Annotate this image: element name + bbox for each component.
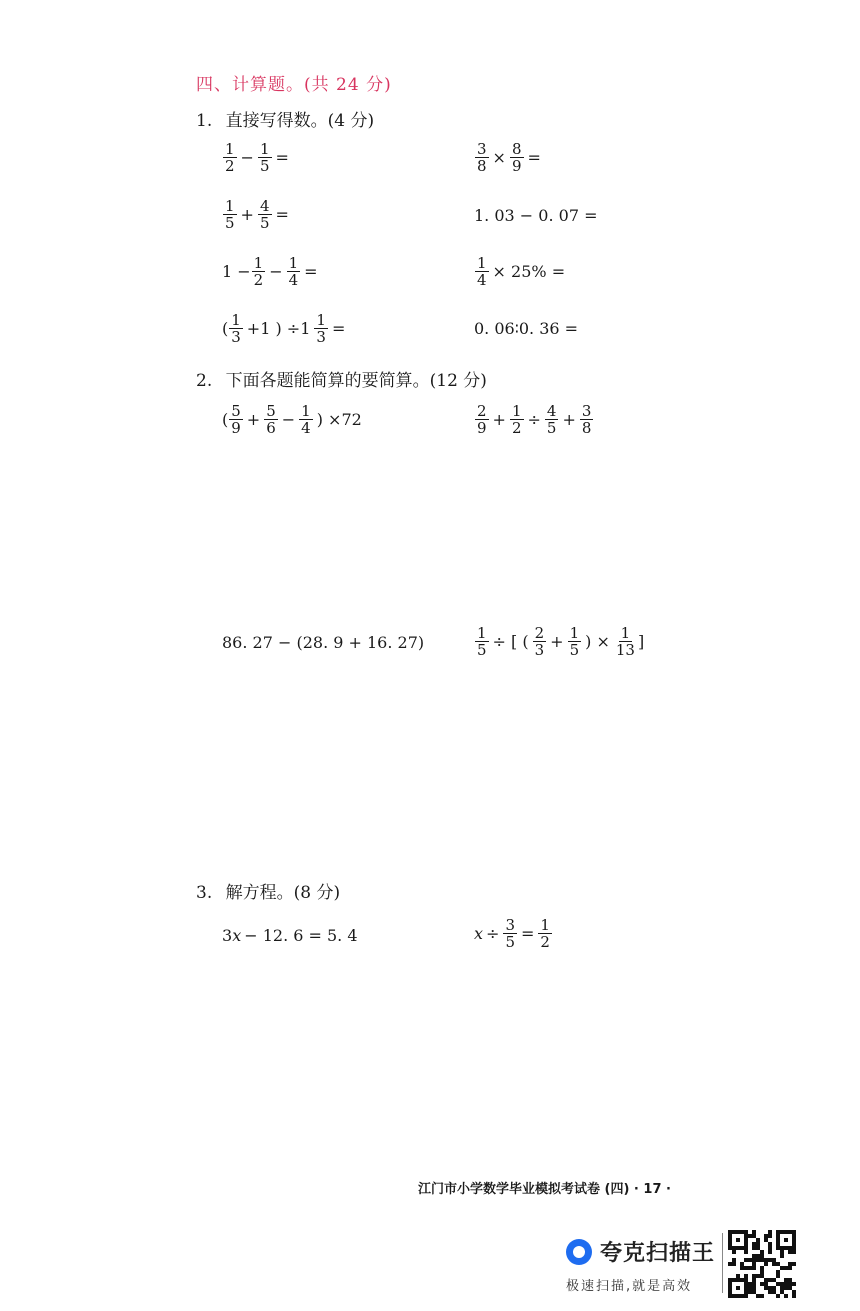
q1-expression-3: $\frac{1}{5}$ + $\frac{4}{5}$ = (225, 197, 289, 232)
q1-expression-8: 0. 06∶0. 36 = (474, 319, 579, 338)
fraction: $\frac{1}{5}$ (259, 140, 270, 175)
page-footer: 江门市小学数学毕业模拟考试卷 (四) · 17 · (418, 1182, 671, 1197)
fraction: $\frac{1}{2}$ (540, 916, 550, 951)
q2-expression-1: ( $\frac{5}{9}$ + $\frac{5}{6}$ − $\frac{1}{4}$ ) ×72 (222, 402, 362, 437)
q1-expression-2: $\frac{3}{8}$ × $\frac{8}{9}$ = (477, 140, 541, 175)
app-logo-icon (566, 1239, 592, 1265)
fraction: $\frac{2}{3}$ (534, 624, 545, 659)
fraction: $\frac{1}{4}$ (301, 402, 311, 437)
fraction: $\frac{1}{4}$ (477, 254, 487, 289)
fraction: $\frac{1}{4}$ (288, 254, 299, 289)
fraction: $\frac{1}{5}$ (225, 197, 235, 232)
question-3-heading (196, 878, 340, 903)
question-number: 1. (196, 111, 213, 131)
question-text: 解方程。(8 分) (225, 883, 341, 903)
question-number: 2. (196, 371, 213, 391)
q2-expression-2: $\frac{2}{9}$ + $\frac{1}{2}$ ÷ $\frac{4}{5}$ + $\frac{3}{8}$ (477, 402, 592, 437)
brand-name: 夸克扫描王 (600, 1241, 716, 1266)
fraction: $\frac{2}{9}$ (477, 402, 487, 437)
fraction: $\frac{1}{13}$ (615, 624, 635, 659)
fraction: $\frac{5}{9}$ (231, 402, 241, 437)
q1-expression-4: 1. 03 − 0. 07 = (474, 206, 598, 225)
fraction: $\frac{1}{2}$ (225, 140, 235, 175)
question-1-heading (196, 106, 374, 131)
fraction: $\frac{3}{8}$ (477, 140, 487, 175)
fraction: $\frac{3}{5}$ (505, 916, 515, 951)
fraction: $\frac{1}{3}$ (231, 311, 241, 346)
fraction: $\frac{1}{2}$ (253, 254, 264, 289)
fraction: $\frac{1}{3}$ (316, 311, 326, 346)
fraction: $\frac{4}{5}$ (259, 197, 270, 232)
fraction: $\frac{1}{2}$ (511, 402, 522, 437)
question-2-heading (196, 366, 487, 391)
question-text: 直接写得数。(4 分) (225, 111, 375, 131)
q1-expression-1: $\frac{1}{2}$ − $\frac{1}{5}$ = (225, 140, 289, 175)
q1-expression-7: ( $\frac{1}{3}$ +1 ) ÷1 $\frac{1}{3}$ = (222, 311, 346, 346)
q3-equation-1: 3 x − 12. 6 = 5. 4 (222, 926, 358, 945)
divider (722, 1233, 723, 1293)
question-number: 3. (196, 883, 213, 903)
q2-expression-4: $\frac{1}{5}$ ÷ [ ( $\frac{2}{3}$ + $\frac{1}{5}$ ) × $\frac{1}{13}$ ] (477, 624, 645, 659)
q3-equation-2: x ÷ $\frac{3}{5}$ = $\frac{1}{2}$ (474, 916, 550, 951)
question-text: 下面各题能简算的要简算。(12 分) (225, 371, 487, 391)
brand-slogan: 极速扫描,就是高效 (566, 1279, 693, 1294)
qr-code-icon (728, 1230, 796, 1298)
fraction: $\frac{3}{8}$ (581, 402, 592, 437)
fraction: $\frac{4}{5}$ (546, 402, 557, 437)
fraction: $\frac{8}{9}$ (511, 140, 522, 175)
fraction: $\frac{1}{5}$ (477, 624, 487, 659)
fraction: $\frac{1}{5}$ (569, 624, 580, 659)
section-title: 四、计算题。(共 24 分) (196, 75, 392, 95)
q1-expression-5: 1 − $\frac{1}{2}$ − $\frac{1}{4}$ = (222, 254, 318, 289)
scanner-watermark (566, 1236, 715, 1267)
q1-expression-6: $\frac{1}{4}$ × 25% = (477, 254, 566, 289)
q2-expression-3: 86. 27 − (28. 9 + 16. 27) (222, 633, 425, 652)
fraction: $\frac{5}{6}$ (266, 402, 276, 437)
